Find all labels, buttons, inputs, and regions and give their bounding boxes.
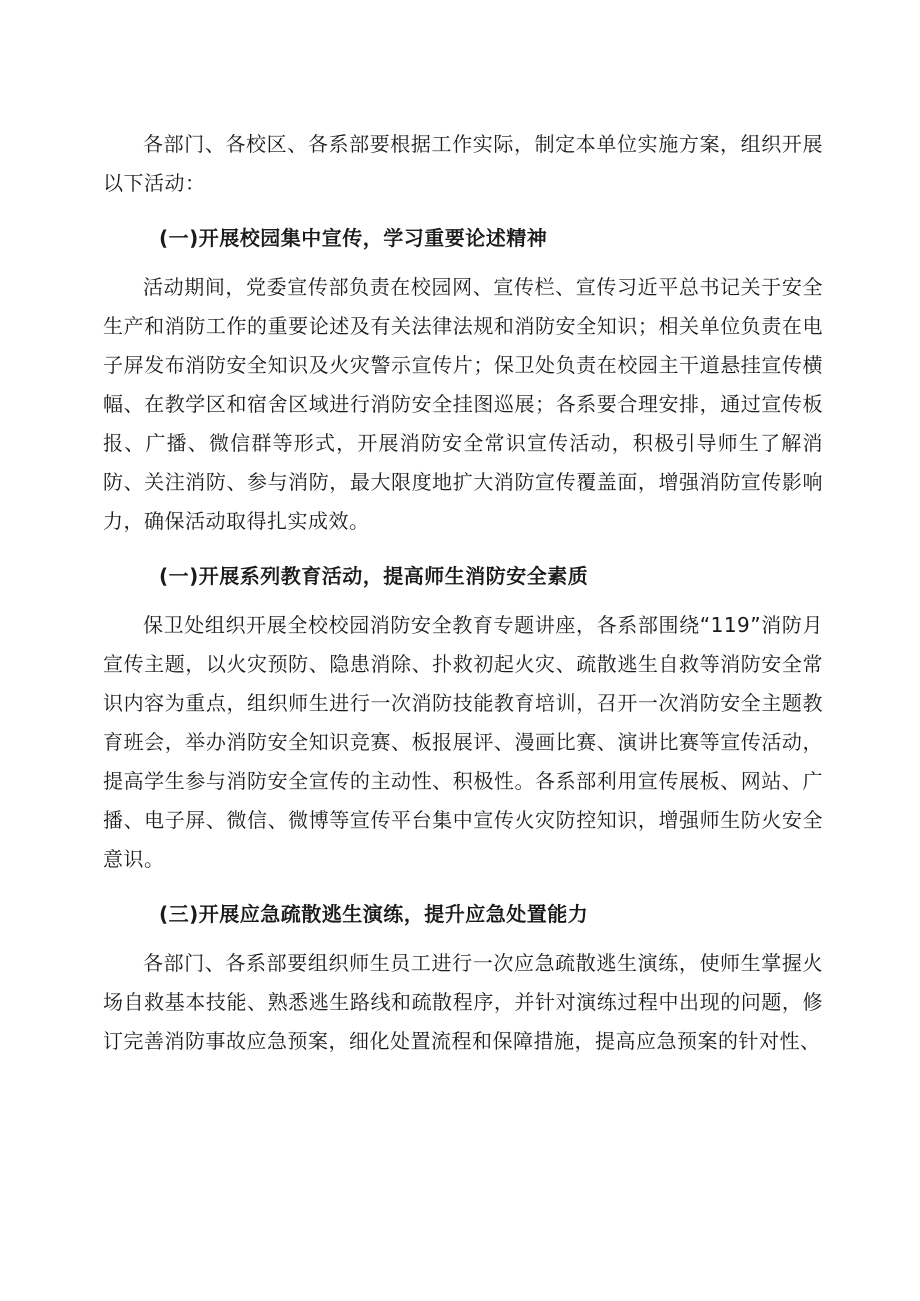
document-body bbox=[103, 125, 823, 1061]
section-body-1: 活动期间，党委宣传部负责在校园网、宣传栏、宣传习近平总书记关于安全生产和消防工作的重要论述及有关法律法规和消防安全知识；相关单位负责在电子屏发布消防安全知识及火灾警示宣传片；保卫处负责在校园主干道悬挂宣传横幅、在教学区和宿舍区域进行消防安全挂图巡展；各系要合理安排，通过宣传板报、广播、微信群等形式，开展消防安全常识宣传活动，积极引导师生了解消防、关注消防、参与消防，最大限度地扩大消防宣传覆盖面，增强消防宣传影响力，确保活动取得扎实成效。 bbox=[103, 275, 823, 533]
section-body-2: 保卫处组织开展全校校园消防安全教育专题讲座，各系部围绕“119”消防月宣传主题，以火灾预防、隐患消除、扑救初起火灾、疏散逃生自救等消防安全常识内容为重点，组织师生进行一次消防技能教育培训，召开一次消防安全主题教育班会，举办消防安全知识竞赛、板报展评、漫画比赛、演讲比赛等宣传活动，提高学生参与消防安全宣传的主动性、积极性。各系部利用宣传展板、网站、广播、电子屏、微信、微博等宣传平台集中宣传火灾防控知识，增强师生防火安全意识。 bbox=[103, 613, 823, 871]
section-body-3: 各部门、各系部要组织师生员工进行一次应急疏散逃生演练，使师生掌握火场自救基本技能、熟悉逃生路线和疏散程序，并针对演练过程中出现的问题，修订完善消防事故应急预案，细化处置流程和保障措施，提高应急预案的针对性、 bbox=[103, 951, 823, 1053]
intro-paragraph: 各部门、各校区、各系部要根据工作实际，制定本单位实施方案，组织开展以下活动： bbox=[103, 132, 823, 195]
section-heading-1: (一)开展校园集中宣传，学习重要论述精神 bbox=[159, 226, 548, 250]
section-heading-3: (三)开展应急疏散逃生演练，提升应急处置能力 bbox=[159, 902, 589, 926]
section-heading-2: (一)开展系列教育活动，提高师生消防安全素质 bbox=[159, 564, 589, 588]
